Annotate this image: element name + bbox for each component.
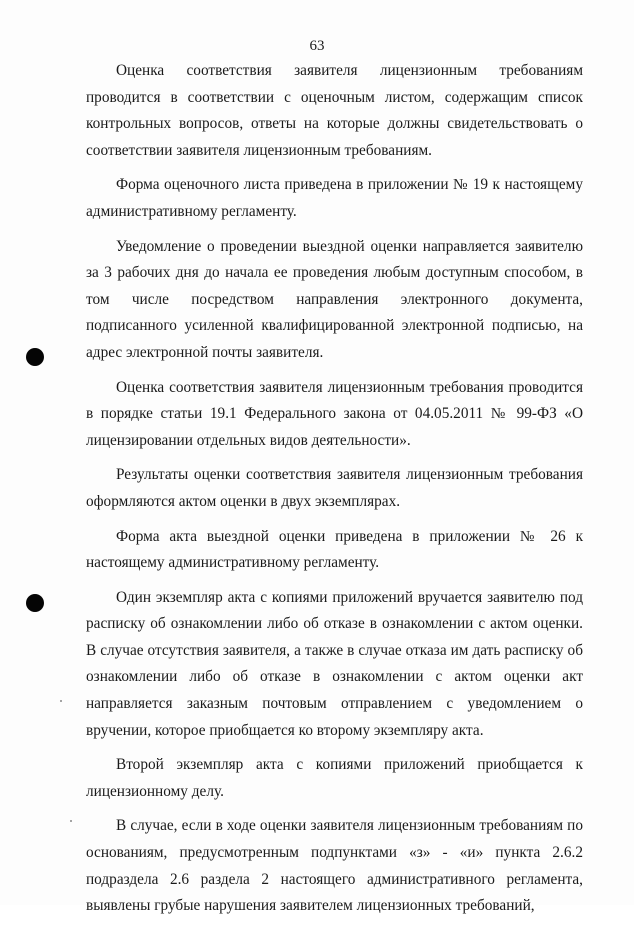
paragraph: В случае, если в ходе оценки заявителя лицензионным требованиям по основаниям, предусмотренным подпунктами «з» - «и» пункта 2.6.2 подраздела 2.6 раздела 2 настоящего административного регламента, выявлены грубые нарушения заявителем лицензионных требований, xyxy=(86,817,583,915)
paragraph: Оценка соответствия заявителя лицензионным требования проводится в порядке статьи 19.1 Федерального закона от 04.05.2011 № 99-ФЗ «О лицензировании отдельных видов деятельности». xyxy=(86,378,583,449)
paragraph: Форма акта выездной оценки приведена в приложении № 26 к настоящему административному регламенту. xyxy=(86,527,583,572)
paragraph: Уведомление о проведении выездной оценки направляется заявителю за 3 рабочих дня до начала ее проведения любым доступным способом, в том числе посредством направления электронного документа, подписанного усиленной квалифицированной электронной подписью, на адрес электронной почты заявителя. xyxy=(86,237,583,361)
punch-hole-mark xyxy=(26,348,44,366)
paragraph: Результаты оценки соответствия заявителя лицензионным требования оформляются актом оценки в двух экземплярах. xyxy=(86,466,583,510)
page-number: 63 xyxy=(309,38,325,54)
document-body xyxy=(86,58,583,928)
paragraph: Оценка соответствия заявителя лицензионным требованиям проводится в соответствии с оценочным листом, содержащим список контрольных вопросов, ответы на которые должны свидетельствовать о соответствии заявителя лицензионным требованиям. xyxy=(86,62,583,159)
scan-speck xyxy=(70,820,72,822)
paragraph: Второй экземпляр акта с копиями приложений приобщается к лицензионному делу. xyxy=(86,756,583,800)
paragraph: Форма оценочного листа приведена в приложении № 19 к настоящему административному регламенту. xyxy=(86,176,583,220)
punch-hole-mark xyxy=(26,594,44,612)
paragraph: Один экземпляр акта с копиями приложений вручается заявителю под расписку об ознакомлении либо об отказе в ознакомлении с актом оценки. В случае отсутствия заявителя, а также в случае отказа им дать расписку об ознакомлении либо об отказе в ознакомлении с актом оценки акт направляется заказным почтовым отправлением с уведомлением о вручении, которое приобщается ко второму экземпляру акта. xyxy=(86,588,583,739)
scan-speck xyxy=(60,700,62,702)
